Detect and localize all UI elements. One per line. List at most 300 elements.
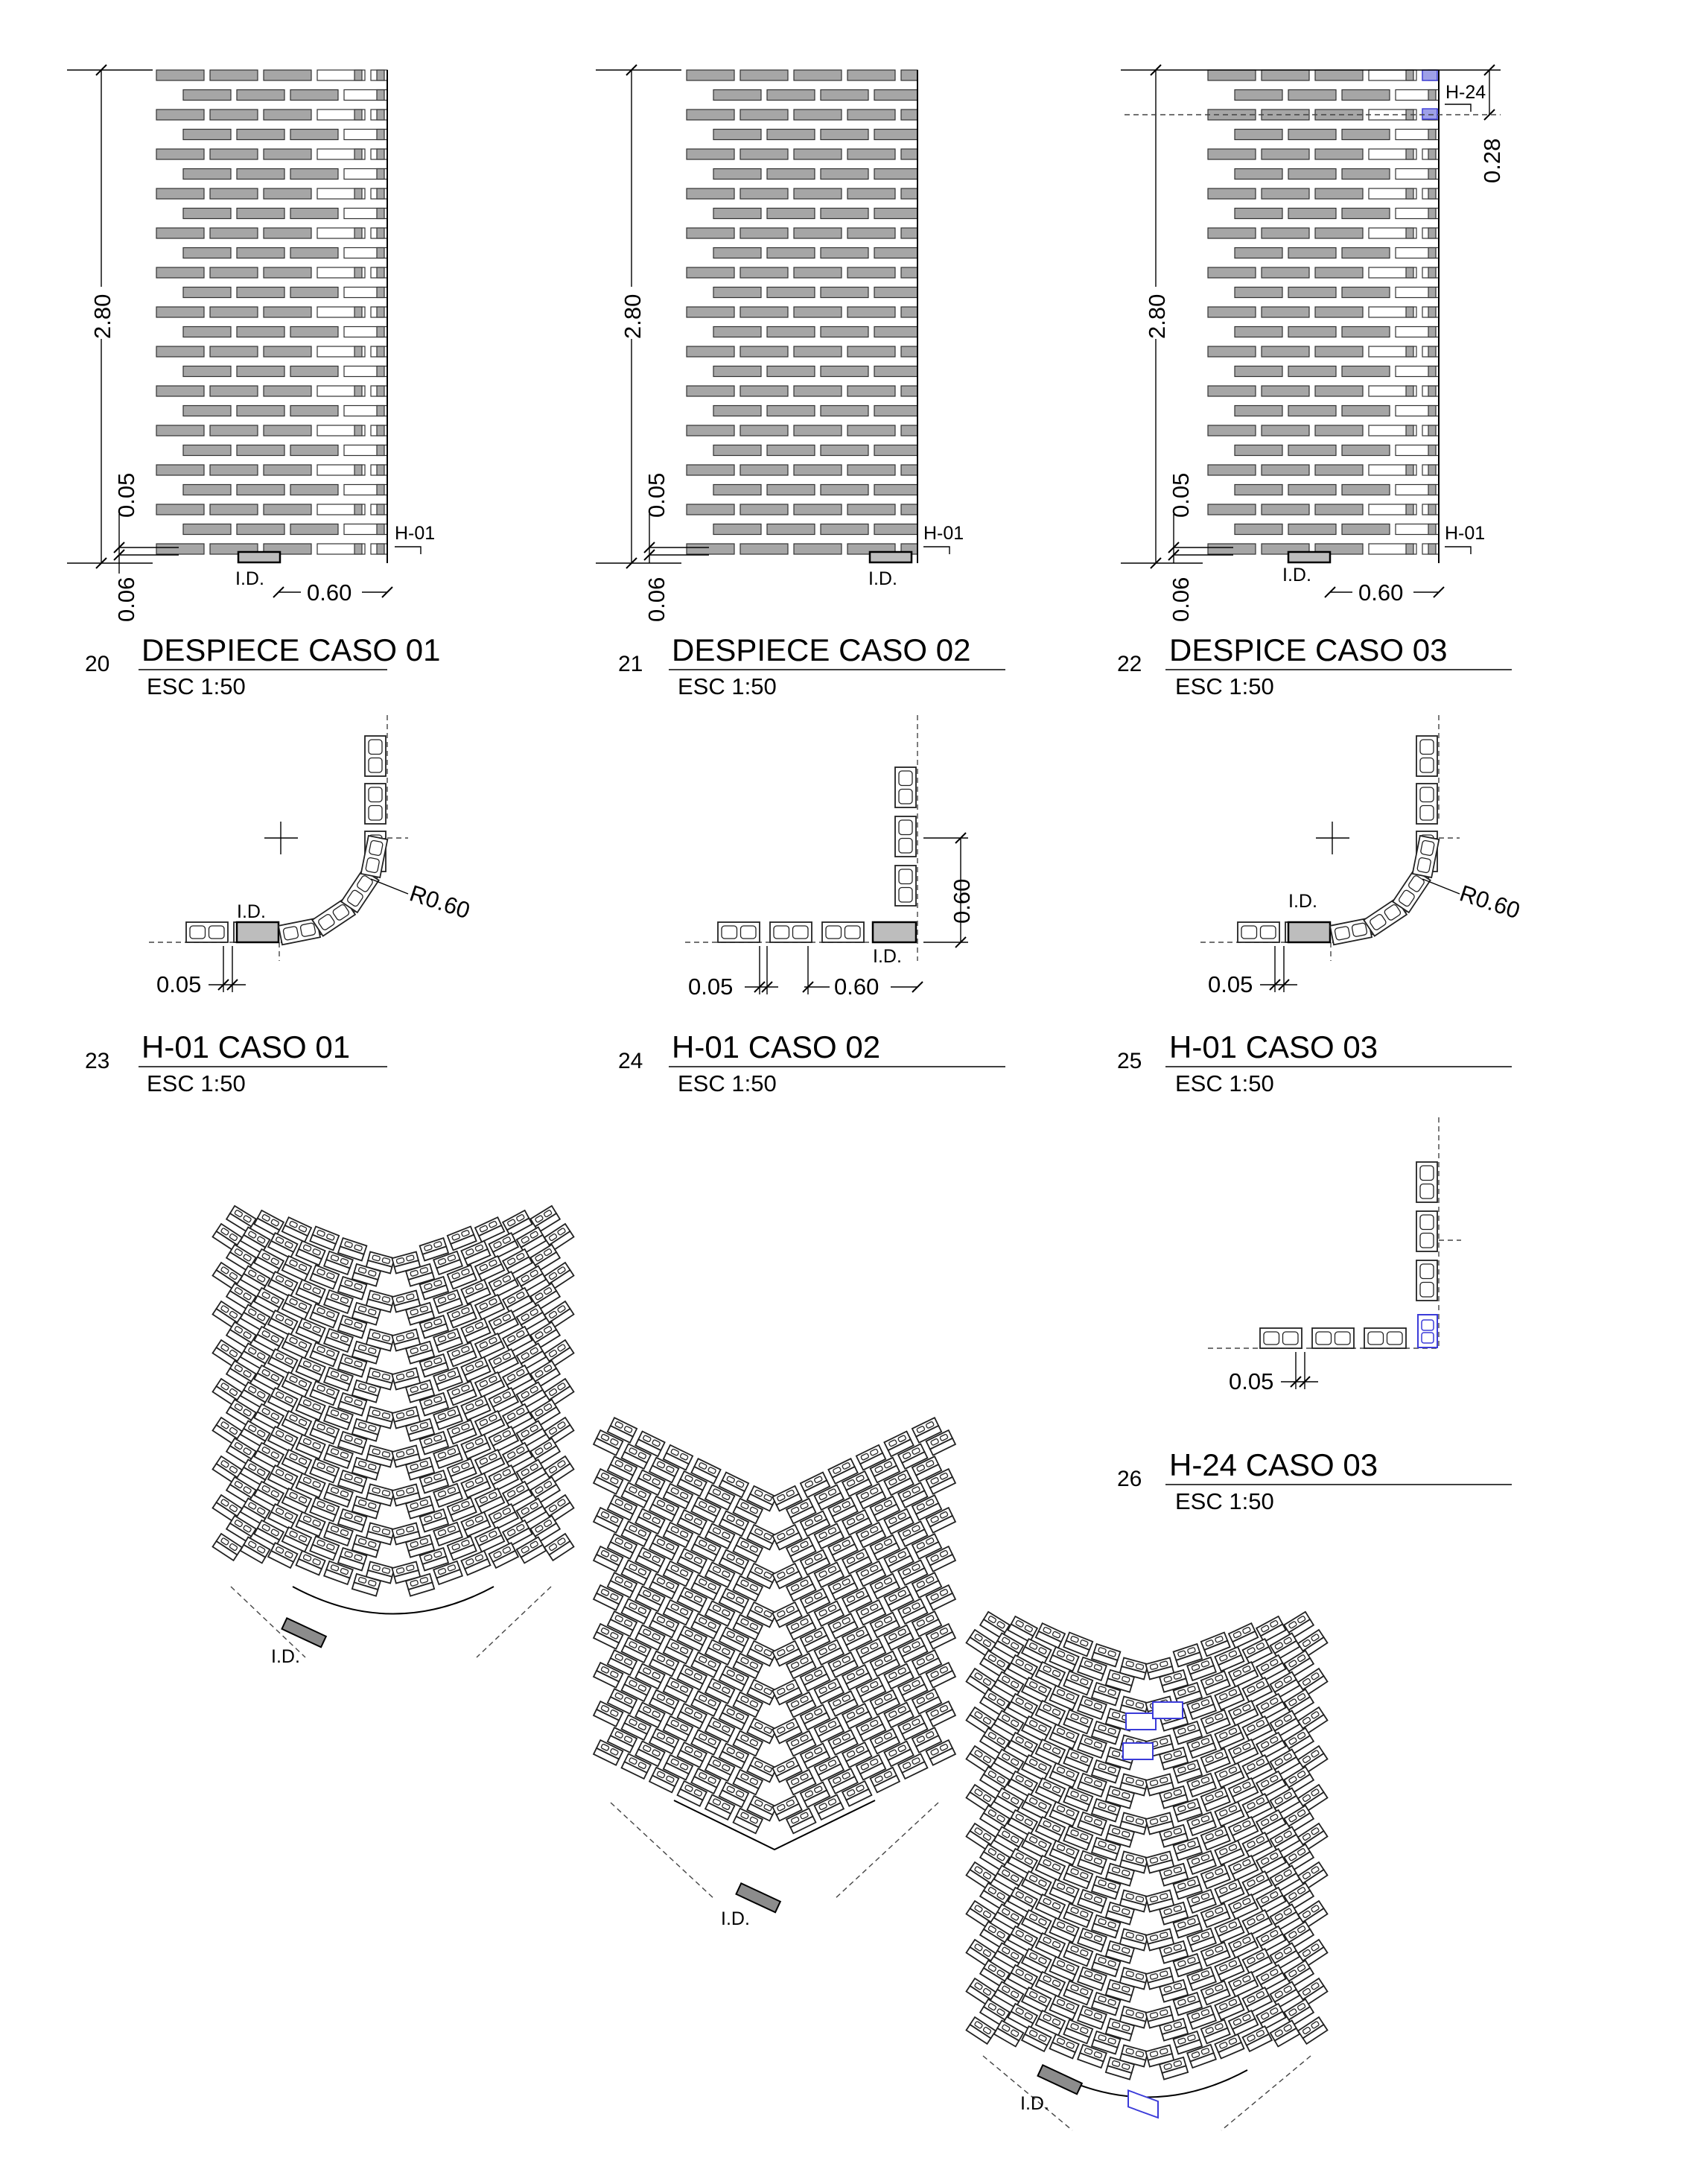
brick <box>1235 169 1282 180</box>
brick-end <box>1428 445 1436 456</box>
brick <box>210 188 258 199</box>
detail-tag: H-01 <box>395 523 436 544</box>
brick <box>821 406 868 416</box>
brick <box>821 248 868 258</box>
drawing-scale: ESC 1:50 <box>678 1070 777 1096</box>
block-cell <box>369 758 382 773</box>
brick <box>901 70 917 80</box>
brick <box>264 109 311 120</box>
drawing-title: H-01 CASO 03 <box>1169 1029 1378 1064</box>
brick <box>847 228 895 238</box>
id-label: I.D. <box>1288 891 1317 912</box>
brick-end <box>354 267 362 278</box>
brick <box>901 425 917 436</box>
brick-end <box>1406 188 1413 199</box>
brick <box>687 425 734 436</box>
brick <box>183 406 231 416</box>
brick <box>1288 327 1336 337</box>
block-cell <box>1261 926 1276 939</box>
axo-block <box>544 1534 574 1561</box>
brick <box>183 327 231 337</box>
joint-dimension: 0.05 <box>113 472 139 518</box>
brick <box>687 346 734 357</box>
brick <box>713 248 761 258</box>
brick <box>1208 346 1256 357</box>
brick <box>290 288 338 298</box>
id-label: I.D. <box>237 901 266 922</box>
brick-end <box>377 485 384 495</box>
brick <box>1235 485 1282 495</box>
block-cell <box>1420 1234 1434 1248</box>
brick <box>794 70 842 80</box>
axo-block <box>254 1210 283 1236</box>
brick <box>874 288 917 298</box>
brick-end <box>1406 228 1413 238</box>
brick <box>210 267 258 278</box>
block-cell <box>899 869 912 884</box>
brick <box>687 188 734 199</box>
brick <box>874 327 917 337</box>
brick <box>713 327 761 337</box>
block-cell <box>899 888 912 903</box>
brick <box>264 307 311 317</box>
brick <box>847 465 895 475</box>
axo-block <box>1256 1616 1285 1642</box>
block-cell <box>366 857 380 873</box>
brick-end <box>1428 366 1436 377</box>
brick <box>687 307 734 317</box>
brick <box>156 228 204 238</box>
id-block <box>237 922 279 942</box>
block-cell <box>209 926 225 939</box>
brick <box>767 445 815 456</box>
block-cell <box>1420 758 1434 773</box>
brick <box>183 209 231 219</box>
brick <box>713 524 761 535</box>
h24-axo-block <box>1123 1743 1153 1759</box>
brick <box>821 524 868 535</box>
brick <box>874 209 917 219</box>
brick <box>1315 307 1363 317</box>
brick <box>264 346 311 357</box>
brick <box>767 288 815 298</box>
id-label: I.D. <box>271 1646 300 1667</box>
brick <box>210 346 258 357</box>
brick-end <box>1428 485 1436 495</box>
block-cell <box>899 790 912 804</box>
brick <box>264 386 311 396</box>
brick <box>874 366 917 377</box>
brick-end <box>1406 307 1413 317</box>
brick <box>687 70 734 80</box>
brick <box>1315 188 1363 199</box>
axo-wall-caso-02 <box>594 1418 955 1850</box>
brick <box>1235 524 1282 535</box>
drawing-scale: ESC 1:50 <box>147 1070 246 1096</box>
brick <box>237 130 284 140</box>
brick-end <box>377 248 384 258</box>
axo-block <box>226 1206 256 1232</box>
brick <box>901 149 917 159</box>
brick <box>847 386 895 396</box>
brick-end <box>1428 504 1436 515</box>
brick <box>264 465 311 475</box>
brick <box>290 169 338 180</box>
top-dimension: 0.28 <box>1479 138 1505 183</box>
block-cell <box>845 926 861 939</box>
brick <box>847 267 895 278</box>
brick <box>794 544 842 554</box>
brick <box>156 70 204 80</box>
brick-end <box>377 307 384 317</box>
block-cell <box>1420 1166 1434 1181</box>
brick-end <box>1428 209 1436 219</box>
brick-end <box>1428 267 1436 278</box>
brick <box>794 188 842 199</box>
drawing-number: 26 <box>1117 1467 1142 1491</box>
brick <box>767 90 815 101</box>
brick <box>1262 504 1309 515</box>
brick-pattern-caso-02 <box>687 70 917 563</box>
brick <box>874 524 917 535</box>
drawing-number: 21 <box>618 652 643 676</box>
brick <box>1208 70 1256 80</box>
brick-end <box>377 425 384 436</box>
brick <box>1208 228 1256 238</box>
width-dimension: 0.60 <box>307 580 352 606</box>
brick-end <box>377 188 384 199</box>
width-dimension: 0.60 <box>1358 580 1404 606</box>
brick <box>1235 248 1282 258</box>
brick <box>1288 288 1336 298</box>
brick <box>1288 366 1336 377</box>
brick <box>874 445 917 456</box>
brick <box>847 149 895 159</box>
brick <box>901 228 917 238</box>
plan-h01-caso-02 <box>618 715 1005 1096</box>
brick <box>237 248 284 258</box>
drawing-scale: ESC 1:50 <box>1175 1488 1274 1514</box>
brick <box>687 267 734 278</box>
h24-highlight <box>1422 70 1437 80</box>
brick <box>156 346 204 357</box>
axo-block <box>530 1206 560 1232</box>
block-cell <box>1241 926 1257 939</box>
block-row-horizontal <box>1260 1328 1406 1348</box>
brick-end <box>354 465 362 475</box>
brick <box>1208 425 1256 436</box>
brick <box>740 425 788 436</box>
brick <box>1288 169 1336 180</box>
drawing-title: DESPIECE CASO 01 <box>141 632 441 667</box>
id-brick-highlight <box>1288 552 1330 562</box>
block-cell <box>1420 806 1434 821</box>
id-label: I.D. <box>868 568 897 589</box>
block-cell <box>899 839 912 854</box>
brick <box>713 90 761 101</box>
brick-end <box>354 188 362 199</box>
brick <box>237 327 284 337</box>
brick <box>156 465 204 475</box>
brick <box>847 307 895 317</box>
brick <box>767 485 815 495</box>
brick <box>1315 267 1363 278</box>
brick <box>1342 169 1390 180</box>
height-dimension: 2.80 <box>620 293 646 339</box>
brick-end <box>377 544 384 554</box>
block-cell <box>1368 1332 1384 1345</box>
brick-end <box>1406 267 1413 278</box>
brick-end <box>377 504 384 515</box>
block-row-vertical <box>895 767 916 906</box>
brick <box>237 445 284 456</box>
axo-block <box>503 1210 532 1236</box>
brick <box>821 90 868 101</box>
brick <box>264 149 311 159</box>
brick <box>1342 327 1390 337</box>
brick-end <box>354 109 362 120</box>
brick <box>740 267 788 278</box>
axo-block <box>967 2017 996 2044</box>
brick <box>290 209 338 219</box>
brick <box>1262 228 1309 238</box>
axonometric-caso-02 <box>594 1418 955 1929</box>
detail-tag: H-01 <box>1445 523 1486 544</box>
block <box>365 736 386 776</box>
brick <box>874 169 917 180</box>
brick-end <box>377 228 384 238</box>
brick <box>1208 267 1256 278</box>
brick <box>740 504 788 515</box>
brick-end <box>354 544 362 554</box>
brick <box>821 485 868 495</box>
brick <box>713 288 761 298</box>
width-dimension: 0.60 <box>834 974 880 1000</box>
brick-end <box>354 425 362 436</box>
brick-end <box>1428 346 1436 357</box>
block-cell <box>369 840 383 856</box>
brick <box>874 130 917 140</box>
brick <box>1288 406 1336 416</box>
brick <box>1288 445 1336 456</box>
brick <box>767 248 815 258</box>
block-cell <box>1420 1184 1434 1199</box>
brick <box>156 544 204 554</box>
block-cell <box>1420 787 1434 802</box>
brick <box>210 307 258 317</box>
brick <box>210 109 258 120</box>
brick <box>156 267 204 278</box>
brick <box>1262 346 1309 357</box>
brick-end <box>1428 169 1436 180</box>
id-label: I.D. <box>1020 2093 1049 2114</box>
id-label: I.D. <box>721 1908 750 1929</box>
axis-line <box>1221 2056 1311 2130</box>
brick-end <box>354 504 362 515</box>
brick <box>210 228 258 238</box>
h24-highlight <box>1422 109 1437 119</box>
id-block <box>1288 922 1330 942</box>
brick <box>821 366 868 377</box>
brick <box>290 445 338 456</box>
block-cell <box>1335 926 1350 940</box>
block-cell <box>1420 1215 1434 1230</box>
axo-block <box>980 1612 1010 1638</box>
brick-end <box>1406 346 1413 357</box>
brick <box>1315 70 1363 80</box>
brick-end <box>377 327 384 337</box>
brick <box>210 70 258 80</box>
brick <box>901 267 917 278</box>
id-block-highlight <box>282 1618 325 1647</box>
height-dimension: 2.80 <box>1144 293 1170 339</box>
brick <box>847 188 895 199</box>
radius-dimension: R0.60 <box>406 880 474 924</box>
brick <box>1288 248 1336 258</box>
brick <box>290 366 338 377</box>
brick <box>713 209 761 219</box>
brick <box>1235 209 1282 219</box>
block-cell <box>793 926 809 939</box>
joint-dimension: 0.05 <box>1168 472 1194 518</box>
brick-end <box>1428 544 1436 554</box>
brick <box>740 70 788 80</box>
brick <box>1235 130 1282 140</box>
block-cell <box>369 740 382 755</box>
axo-block <box>213 1534 243 1561</box>
brick <box>183 524 231 535</box>
brick <box>1342 209 1390 219</box>
axo-wall-caso-03 <box>967 1612 1328 2098</box>
brick <box>1208 544 1256 554</box>
brick <box>767 169 815 180</box>
brick <box>290 130 338 140</box>
brick <box>901 109 917 120</box>
brick-end <box>377 109 384 120</box>
brick <box>1262 188 1309 199</box>
brick-end <box>1428 288 1436 298</box>
brick <box>1208 188 1256 199</box>
joint-dimension: 0.05 <box>643 472 669 518</box>
brick <box>874 90 917 101</box>
brick-end <box>1428 386 1436 396</box>
brick <box>1208 465 1256 475</box>
block-cell <box>774 926 789 939</box>
brick <box>901 465 917 475</box>
brick-end <box>354 70 362 80</box>
brick-end <box>377 90 384 101</box>
axo-base-outline <box>293 1587 494 1614</box>
brick-end <box>377 267 384 278</box>
brick-end <box>377 524 384 535</box>
block <box>895 866 916 906</box>
brick-end <box>1406 425 1413 436</box>
brick <box>1315 386 1363 396</box>
block-cell <box>190 926 206 939</box>
brick <box>1315 149 1363 159</box>
brick <box>874 485 917 495</box>
id-label: I.D. <box>873 946 902 967</box>
block-cell <box>1420 1283 1434 1298</box>
brick <box>1342 485 1390 495</box>
brick <box>1235 445 1282 456</box>
brick <box>687 386 734 396</box>
brick <box>183 169 231 180</box>
brick <box>794 307 842 317</box>
brick <box>740 149 788 159</box>
brick <box>767 130 815 140</box>
radius-leader <box>1422 879 1460 894</box>
brick <box>1262 386 1309 396</box>
block-cell <box>722 926 737 939</box>
brick-end <box>1428 327 1436 337</box>
block-cell <box>369 787 382 802</box>
radius-dimension: R0.60 <box>1456 880 1524 924</box>
brick <box>847 425 895 436</box>
brick-end <box>1406 504 1413 515</box>
brick-end <box>1428 228 1436 238</box>
base-dimension: 0.06 <box>1168 577 1194 622</box>
drawing-title: H-01 CASO 02 <box>672 1029 881 1064</box>
block-cell <box>1352 923 1367 937</box>
block-arc <box>1330 836 1439 945</box>
h24-axo-block <box>1128 2090 1158 2118</box>
plan-h24-caso-03 <box>1117 1117 1512 1514</box>
block <box>1416 1211 1437 1251</box>
brick <box>794 504 842 515</box>
brick <box>740 228 788 238</box>
brick <box>1235 327 1282 337</box>
brick <box>290 90 338 101</box>
h24-axo-block <box>1126 1713 1156 1730</box>
brick <box>713 406 761 416</box>
brick <box>794 465 842 475</box>
brick <box>767 406 815 416</box>
brick-end <box>1406 149 1413 159</box>
brick <box>1235 90 1282 101</box>
brick-end <box>377 465 384 475</box>
brick <box>237 366 284 377</box>
brick-end <box>377 386 384 396</box>
brick-end <box>377 130 384 140</box>
brick <box>874 248 917 258</box>
detail-tag-leader <box>923 547 950 554</box>
block <box>365 784 386 824</box>
block-arc <box>279 836 387 945</box>
base-dimension: 0.06 <box>643 577 669 622</box>
elevation-caso-01 <box>67 65 440 699</box>
height-dimension: 0.60 <box>949 878 975 924</box>
brick <box>1315 228 1363 238</box>
brick-end <box>377 445 384 456</box>
brick <box>821 169 868 180</box>
brick-end <box>1428 425 1436 436</box>
block <box>895 816 916 857</box>
brick <box>1342 90 1390 101</box>
brick <box>687 228 734 238</box>
joint-dimension: 0.05 <box>1208 971 1253 997</box>
block-cell <box>1420 1264 1434 1279</box>
brick <box>264 188 311 199</box>
brick <box>1342 445 1390 456</box>
radius-leader <box>371 879 408 894</box>
brick <box>901 386 917 396</box>
brick <box>210 425 258 436</box>
brick <box>1208 307 1256 317</box>
axis-line <box>834 1803 938 1899</box>
brick <box>713 169 761 180</box>
block-cell <box>283 926 299 940</box>
